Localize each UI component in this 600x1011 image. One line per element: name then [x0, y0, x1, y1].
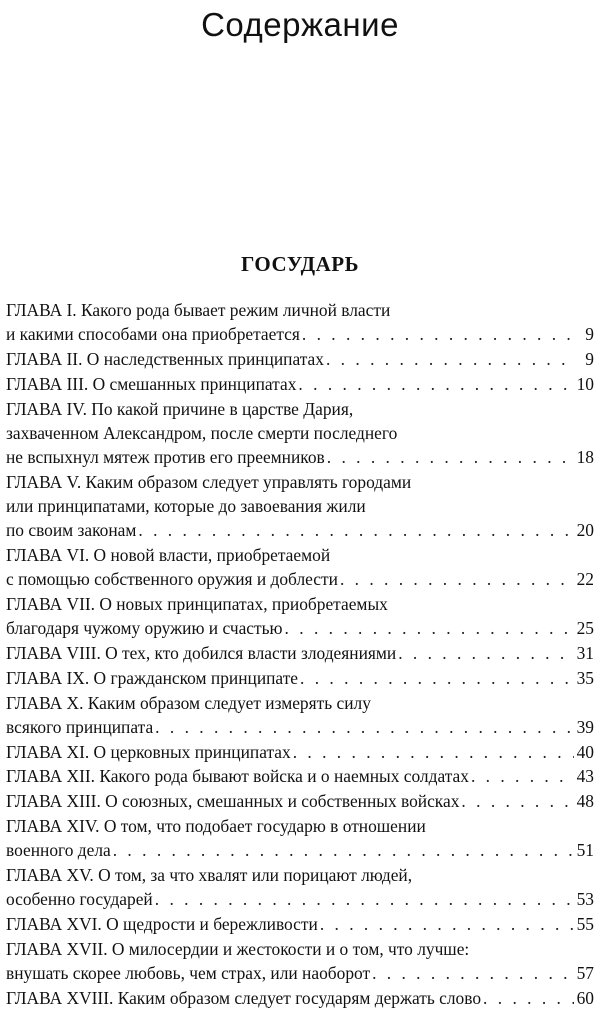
dot-leader [483, 986, 574, 1010]
toc-entry-line: ГЛАВА IV. По какой причине в царстве Дария, [6, 398, 354, 419]
dot-leader [155, 887, 574, 911]
toc-entry-line: ГЛАВА XIII. О союзных, смешанных и собственных войсках [6, 791, 460, 812]
toc-entry-line: ГЛАВА X. Каким образом следует измерять силу [6, 692, 371, 713]
toc-entry-line: или принципатами, которые до завоевания жили [6, 496, 366, 516]
page-number: 40 [576, 741, 594, 762]
toc-entry-line: и какими способами она приобретается [6, 324, 300, 345]
toc-entry-line: ГЛАВА III. О смешанных принципатах [6, 373, 297, 394]
dot-leader [113, 838, 574, 862]
dot-leader [293, 740, 574, 764]
toc-entry[interactable] [6, 470, 594, 543]
page-number: 48 [576, 791, 594, 812]
page-number: 57 [576, 962, 594, 983]
toc-entry[interactable] [6, 764, 594, 788]
toc-entry[interactable] [6, 691, 594, 739]
toc-entry-line: с помощью собственного оружия и доблести [6, 569, 338, 590]
toc-entry-line: ГЛАВА XII. Какого рода бывают войска и о наемных солдатах [6, 766, 469, 787]
page-number: 55 [576, 913, 594, 934]
toc-entry[interactable] [6, 912, 594, 936]
toc-entry-line: ГЛАВА XVII. О милосердии и жестокости и о том, что лучше: [6, 938, 470, 959]
toc-entry-line: ГЛАВА I. Какого рода бывает режим личной власти [6, 300, 391, 320]
table-of-contents [6, 298, 594, 1011]
toc-entry-line: ГЛАВА XVIII. Каким образом следует государям держать слово [6, 987, 482, 1008]
dot-leader [138, 518, 574, 542]
page-number: 35 [576, 667, 594, 688]
page-number: 39 [576, 716, 594, 737]
toc-entry[interactable] [6, 372, 594, 396]
toc-entry-line: не вспыхнул мятеж против его преемников [6, 447, 325, 467]
toc-entry[interactable] [6, 937, 594, 985]
toc-entry[interactable] [6, 789, 594, 813]
dot-leader [327, 445, 574, 469]
page-number: 18 [576, 447, 594, 467]
toc-entry[interactable] [6, 298, 594, 346]
toc-entry[interactable] [6, 863, 594, 911]
toc-entry-line: ГЛАВА XVI. О щедрости и бережливости [6, 913, 318, 934]
toc-entry-line: ГЛАВА XIV. О том, что подобает государю в отношении [6, 815, 426, 836]
page-number: 53 [576, 889, 594, 910]
dot-leader [340, 567, 574, 591]
toc-entry-line: благодаря чужому оружию и счастью [6, 618, 283, 639]
dot-leader [298, 372, 574, 396]
toc-entry-line: ГЛАВА II. О наследственных принципатах [6, 349, 324, 369]
dot-leader [398, 641, 574, 665]
page-title: Содержание [201, 6, 399, 43]
page-number: 22 [576, 569, 594, 590]
toc-entry[interactable] [6, 814, 594, 862]
dot-leader [302, 322, 574, 346]
dot-leader [320, 912, 574, 936]
page-number: 25 [576, 618, 594, 639]
page-number: 9 [585, 324, 594, 345]
dot-leader [372, 961, 574, 985]
page-number: 60 [576, 987, 594, 1008]
toc-entry[interactable] [6, 397, 594, 470]
toc-entry[interactable] [6, 641, 594, 665]
toc-entry[interactable] [6, 347, 594, 371]
dot-leader [326, 347, 574, 371]
dot-leader [300, 666, 574, 690]
dot-leader [461, 789, 574, 813]
toc-entry-line: ГЛАВА IX. О гражданском принципате [6, 667, 299, 688]
toc-entry-line: ГЛАВА VII. О новых принципатах, приобретаемых [6, 594, 388, 614]
dot-leader [285, 616, 574, 640]
section-title: ГОСУДАРЬ [241, 252, 359, 276]
page-number: 31 [576, 643, 594, 663]
page-number: 10 [576, 373, 594, 394]
toc-entry[interactable] [6, 666, 594, 690]
page-number: 51 [576, 840, 594, 861]
toc-entry-line: ГЛАВА XV. О том, за что хвалят или порицают людей, [6, 864, 413, 885]
toc-entry-line: всякого принципата [6, 716, 154, 737]
toc-entry-line: военного дела [6, 840, 111, 861]
toc-entry-line: ГЛАВА V. Каким образом следует управлять городами [6, 471, 412, 492]
toc-entry[interactable] [6, 592, 594, 640]
toc-entry-line: захваченном Александром, после смерти последнего [6, 422, 398, 443]
page-number: 9 [585, 349, 594, 369]
dot-leader [471, 764, 574, 788]
toc-entry-line: ГЛАВА XI. О церковных принципатах [6, 741, 291, 762]
toc-entry-line: особенно государей [6, 889, 153, 910]
toc-entry-line: внушать скорее любовь, чем страх, или наоборот [6, 962, 371, 983]
toc-entry-line: ГЛАВА VIII. О тех, кто добился власти злодеяниями [6, 643, 397, 663]
toc-entry-line: ГЛАВА VI. О новой власти, приобретаемой [6, 545, 331, 565]
toc-entry[interactable] [6, 986, 594, 1010]
page-number: 20 [576, 520, 594, 541]
toc-entry[interactable] [6, 740, 594, 764]
toc-entry[interactable] [6, 543, 594, 591]
dot-leader [155, 715, 574, 739]
toc-entry-line: по своим законам [6, 520, 137, 541]
page-number: 43 [576, 766, 594, 787]
